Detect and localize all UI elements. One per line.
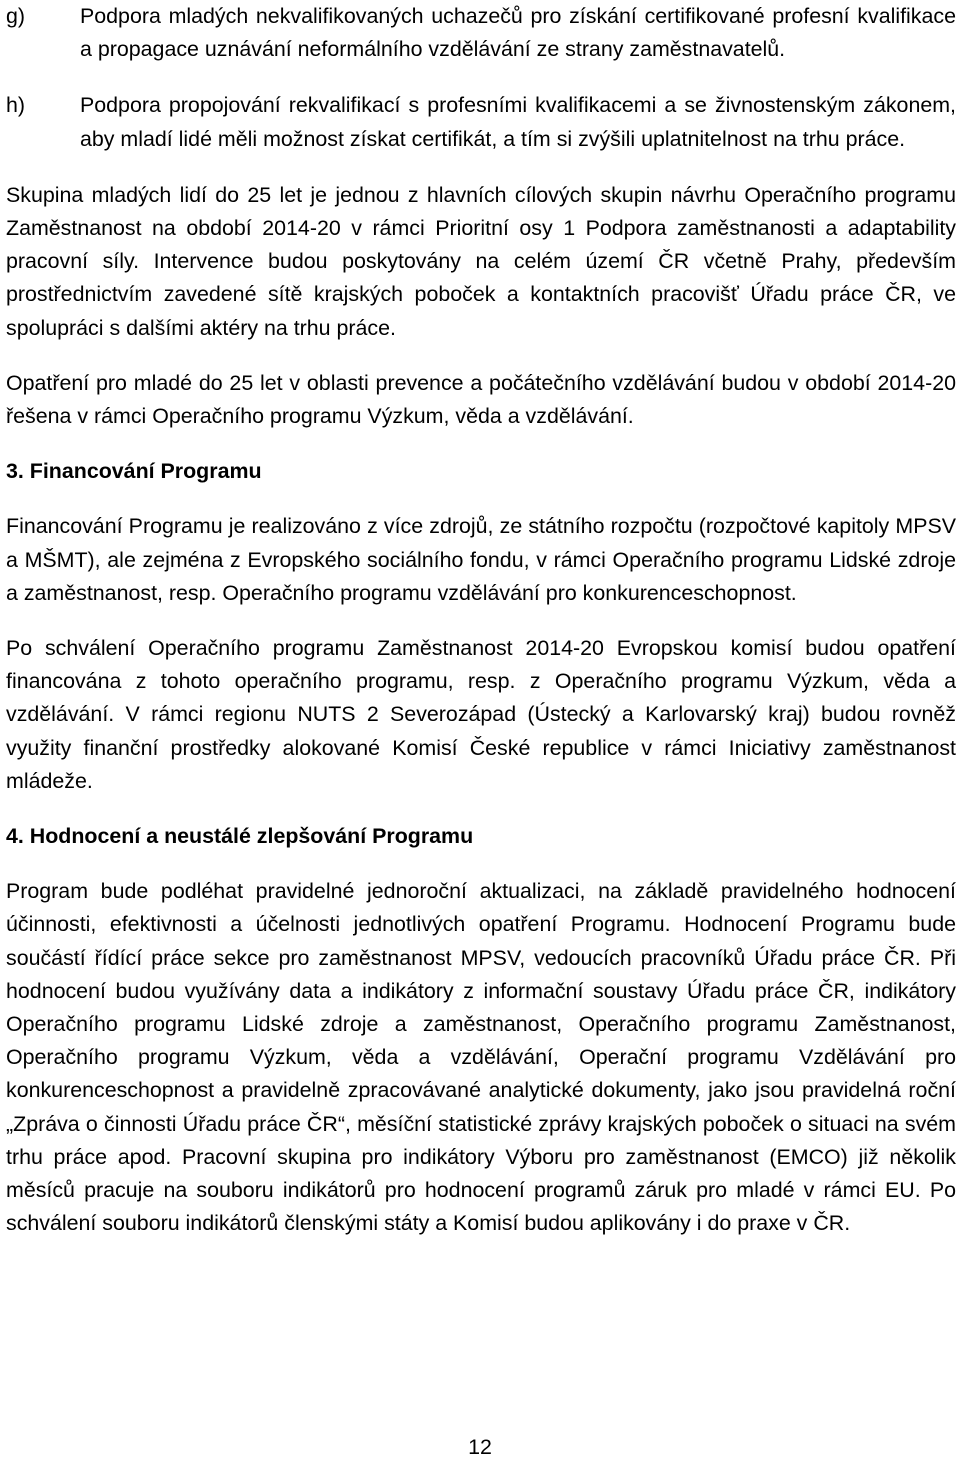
paragraph-target-group: Skupina mladých lidí do 25 let je jednou z hlavních cílových skupin návrhu Operačního programu Zaměstnanost na období 2014-20 v rámci Prioritní osy 1 Podpora zaměstnanosti a adaptability pracovní síly. Intervence budou poskytovány na celém území ČR včetně Prahy, především prostřednictvím zavedené sítě krajských poboček a kontaktních pracovišť Úřadu práce ČR, ve spolupráci s dalšími aktéry na trhu práce. bbox=[6, 182, 956, 340]
section-heading-evaluation: 4. Hodnocení a neustálé zlepšování Programu bbox=[6, 824, 474, 849]
page-number: 12 bbox=[468, 1435, 492, 1459]
paragraph-evaluation: Program bude podléhat pravidelné jednoroční aktualizaci, na základě pravidelného hodnocení účinnosti, efektivnosti a účelnosti jednotlivých opatření Programu. Hodnocení Programu bude součástí řídící práce sekce pro zaměstnanost MPSV, vedoucích pracovníků Úřadu práce ČR. Při hodnocení budou využívány data a indikátory z informační soustavy Úřadu práce ČR, indikátory Operačního programu Lidské zdroje a zaměstnanost, Operačního programu Zaměstnanost, Operačního programu Výzkum, věda a vzdělávání, Operační programu Vzdělávání pro konkurenceschopnost a pravidelně zpracovávané analytické dokumenty, jako jsou pravidelná roční „Zpráva o činnosti Úřadu práce ČR“, měsíční statistické zprávy krajských poboček o situaci na svém trhu práce apod. Pracovní skupina pro indikátory Výboru pro zaměstnanost (EMCO) již několik měsíců pracuje na souboru indikátorů pro hodnocení programů záruk pro mladé v rámci EU. Po schválení souboru indikátorů členskými státy a Komisí budou aplikovány i do praxe v ČR. bbox=[6, 879, 956, 1236]
paragraph-financing-sources: Financování Programu je realizováno z více zdrojů, ze státního rozpočtu (rozpočtové kapitoly MPSV a MŠMT), ale zejména z Evropského sociálního fondu, v rámci Operačního programu Lidské zdroje a zaměstnanost, resp. Operačního programu vzdělávání pro konkurenceschopnost. bbox=[6, 514, 956, 605]
list-item-text: Podpora mladých nekvalifikovaných uchazečů pro získání certifikované profesní kvalifikace a propagace uznávání neformálního vzdělávání ze strany zaměstnavatelů. bbox=[80, 4, 956, 62]
paragraph-prevention: Opatření pro mladé do 25 let v oblasti prevence a počátečního vzdělávání budou v období 2014-20 řešena v rámci Operačního programu Výzkum, věda a vzdělávání. bbox=[6, 370, 956, 429]
document-page bbox=[6, 0, 956, 1241]
list-item-text: Podpora propojování rekvalifikací s profesními kvalifikacemi a se živnostenským zákonem, aby mladí lidé měli možnost získat certifikát, a tím si zvýšili uplatnitelnost na trhu práce. bbox=[80, 93, 956, 151]
paragraph-financing-approval: Po schválení Operačního programu Zaměstnanost 2014-20 Evropskou komisí budou opatření financována z tohoto operačního programu, resp. z Operačního programu Výzkum, věda a vzdělávání. V rámci regionu NUTS 2 Severozápad (Ústecký a Karlovarský kraj) budou rovněž využity finanční prostředky alokované Komisí České republice v rámci Iniciativy zaměstnanost mládeže. bbox=[6, 636, 956, 793]
list-marker: h) bbox=[6, 93, 26, 118]
list-marker: g) bbox=[6, 4, 26, 28]
list-item-g bbox=[6, 0, 956, 66]
section-heading-financing: 3. Financování Programu bbox=[6, 459, 262, 484]
list-item-h bbox=[6, 89, 956, 155]
